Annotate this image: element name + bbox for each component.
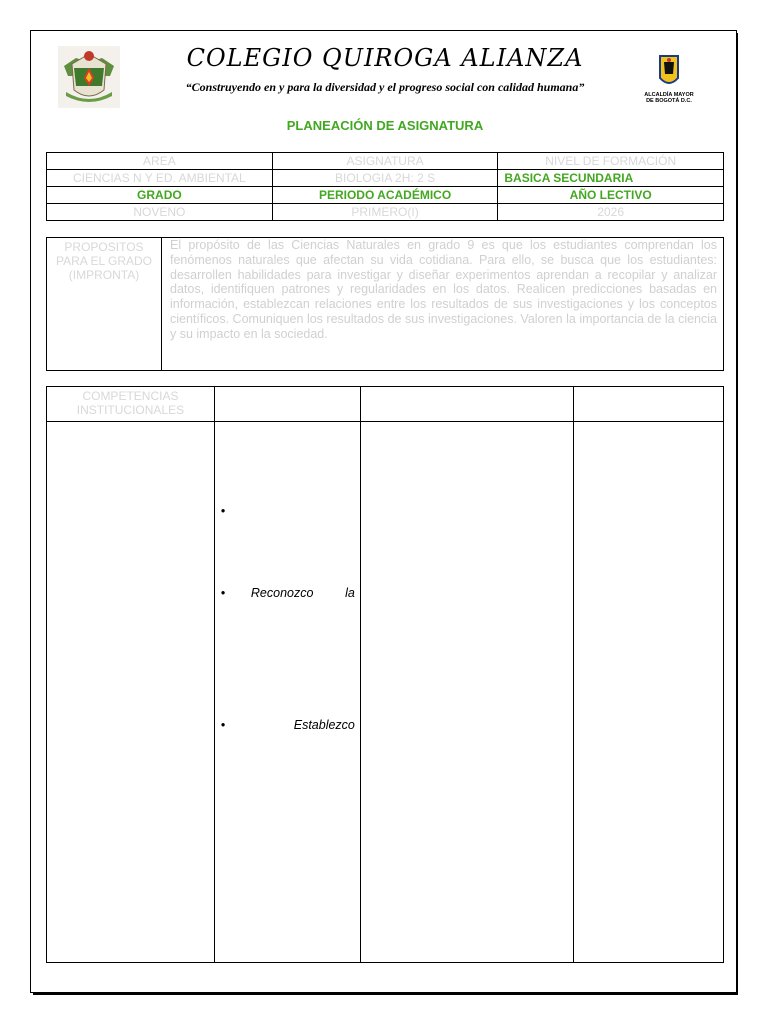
table-row: [47, 238, 724, 371]
propositos-text: El propósito de las Ciencias Naturales en grado 9 es que los estudiantes comprendan los fenómenos naturales que afectan su vida cotidiana. Para ello, se busca que los estudiantes: desarrollen habilidades para investigar y diseñar experimentos aprendan a recopilar y analizar datos, identifiquen patrones y regularidades en los datos. Realicen predicciones basadas en información, establezcan relaciones entre los resultados de sus investigaciones y los conceptos científicos. Comuniquen los resultados de sus investigaciones. Valoren la importancia de la ciencia y su impacto en la sociedad.: [162, 238, 724, 371]
empty-body-cell: [574, 422, 724, 963]
empty-body-cell: [360, 422, 574, 963]
list-item: • Establezco: [220, 718, 355, 732]
bullet-icon: •: [220, 586, 226, 600]
table-row: [47, 204, 724, 221]
bogota-logo-caption: ALCALDÍA MAYOR DE BOGOTÁ D.C.: [644, 92, 694, 104]
table-row: [47, 387, 724, 422]
bullet-icon: •: [220, 718, 226, 732]
bullet-list-cell: [214, 422, 360, 963]
school-crest-logo: [58, 46, 120, 108]
list-item: • Reconozco la: [220, 586, 355, 600]
ano-header: AÑO LECTIVO: [498, 187, 724, 204]
asignatura-header: ASIGNATURA: [272, 153, 498, 170]
empty-header-cell: [360, 387, 574, 422]
subject-info-table: [46, 152, 724, 221]
school-motto: “Construyendo en y para la diversidad y el progreso social con calidad humana”: [185, 80, 585, 94]
periodo-value: PRIMERO(I): [272, 204, 498, 221]
table-row: [47, 170, 724, 187]
competencias-header: COMPETENCIAS INSTITUCIONALES: [47, 387, 215, 422]
table-row: [47, 422, 724, 963]
area-header: AREA: [47, 153, 273, 170]
empty-header-cell: [574, 387, 724, 422]
propositos-table: [46, 237, 724, 371]
school-name: COLEGIO QUIROGA ALIANZA: [186, 44, 584, 72]
bullet-icon: •: [220, 504, 226, 518]
propositos-label: PROPOSITOS PARA EL GRADO (IMPRONTA): [47, 238, 162, 371]
competencias-table: [46, 386, 724, 963]
nivel-value: BASICA SECUNDARIA: [498, 170, 724, 187]
competencias-body-cell: [47, 422, 215, 963]
grado-value: NOVENO: [47, 204, 273, 221]
ano-value: 2026: [498, 204, 724, 221]
area-value: CIENCIAS N Y ED. AMBIENTAL: [47, 170, 273, 187]
table-row: [47, 187, 724, 204]
grado-header: GRADO: [47, 187, 273, 204]
empty-header-cell: [214, 387, 360, 422]
periodo-header: PERIODO ACADÉMICO: [272, 187, 498, 204]
asignatura-value: BIOLOGIA 2H: 2 S: [272, 170, 498, 187]
table-row: [47, 153, 724, 170]
nivel-header: NIVEL DE FORMACIÓN: [498, 153, 724, 170]
document-title: PLANEACIÓN DE ASIGNATURA: [286, 118, 484, 133]
